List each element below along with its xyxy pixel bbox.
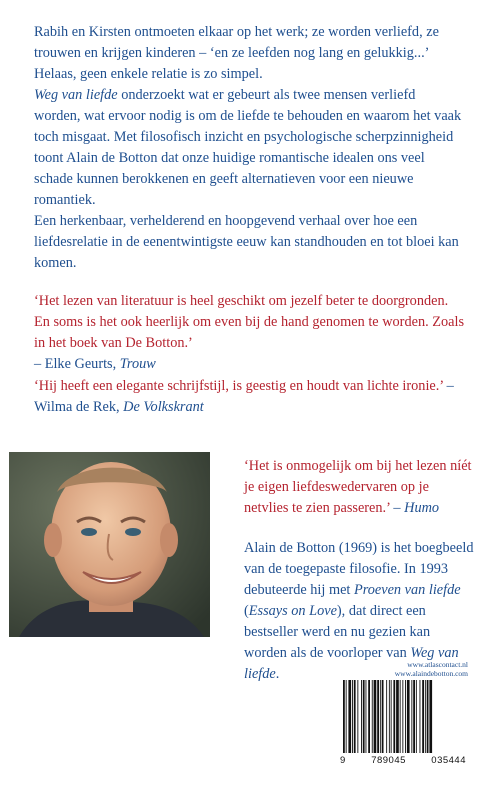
barcode-bars	[339, 680, 467, 755]
blurb-paragraph-1: Rabih en Kirsten ontmoeten elkaar op het werk; ze worden verliefd, ze trouwen en krijgen kinderen – ‘en ze leefden nog lang en gelukkig...’ Helaas, geen enkele relatie is zo simpel.	[34, 24, 439, 82]
quote-author: – Elke Geurts,	[34, 356, 120, 372]
barcode-bar	[422, 680, 424, 754]
barcode-bar	[400, 680, 401, 754]
quote-text: ‘Hij heeft een elegante schrijfstijl, is geestig en houdt van lichte ironie.’	[34, 378, 444, 394]
quote-attribution	[390, 500, 439, 516]
quote-text: ‘Het lezen van literatuur is heel geschikt om jezelf beter te doorgronden. En soms is het ook heerlijk om even bij de hand genomen te worden. Zoals in het boek van De Botton.’	[34, 293, 465, 351]
bio-text-4: .	[275, 666, 280, 682]
isbn-number	[339, 753, 467, 767]
bio-text-3: ), dat direct een bestseller werd en nu gezien kan worden als de voorloper van	[244, 603, 431, 661]
barcode-bar	[386, 680, 387, 754]
barcode-bar	[357, 680, 358, 754]
barcode-bar	[343, 680, 345, 754]
barcode-bar	[402, 680, 403, 754]
review-quote-trouw	[34, 291, 464, 375]
barcode-bar	[411, 680, 412, 754]
author-portrait-image	[9, 452, 210, 637]
barcode-bar	[389, 680, 390, 754]
barcode-bar	[380, 680, 381, 754]
isbn-digit-group-3: 035444	[431, 754, 466, 766]
barcode-bar	[391, 680, 392, 754]
bio-text-2: (	[244, 603, 249, 619]
isbn-digit-group-2: 789045	[371, 754, 406, 766]
barcode-bar	[374, 680, 377, 754]
barcode-bar	[427, 680, 429, 754]
publisher-url: www.atlascontact.nl	[407, 660, 468, 669]
barcode-bar	[372, 680, 373, 754]
quote-author: – Wilma de Rek,	[34, 378, 454, 415]
bio-title-3: Weg van liefde	[244, 645, 459, 682]
publisher-urls	[308, 660, 468, 678]
barcode-bar	[416, 680, 417, 754]
barcode-bar	[413, 680, 415, 754]
barcode-bar	[354, 680, 356, 754]
quote-text: ‘Het is onmogelijk om bij het lezen níét je eigen liefdeswedervaren op je netvlies te zien passeren.’	[244, 458, 472, 516]
bio-text-1: Alain de Botton (1969) is het boegbeeld van de toegepaste filosofie. In 1993 debuteerde hij met	[244, 540, 474, 598]
author-url: www.alaindebotton.com	[394, 669, 468, 678]
author-photo	[9, 452, 210, 637]
bio-title-2: Essays on Love	[248, 603, 337, 619]
barcode-bar	[396, 680, 399, 754]
barcode-bar	[346, 680, 347, 754]
quote-attribution	[34, 354, 464, 375]
quote-source: Trouw	[119, 356, 156, 372]
barcode-bar	[407, 680, 410, 754]
barcode-bar	[361, 680, 362, 754]
review-quote-humo	[244, 456, 474, 519]
book-title: Weg van liefde	[34, 87, 118, 103]
barcode-bar	[368, 680, 370, 754]
blurb	[34, 22, 464, 274]
blurb-paragraph-2	[34, 85, 464, 211]
barcode-bar	[377, 680, 379, 754]
quote-author: –	[389, 500, 405, 516]
barcode-bar	[348, 680, 351, 754]
barcode-bar	[382, 680, 384, 754]
barcode-bar	[352, 680, 353, 754]
isbn-digit-group-1: 9	[340, 754, 346, 766]
bio-title-1: Proeven van liefde	[353, 582, 461, 598]
barcode-bar	[425, 680, 426, 754]
barcode-bar	[429, 680, 432, 754]
blurb-paragraph-3: Een herkenbaar, verhelderend en hoopgevend verhaal over hoe een liefdesrelatie in de eenentwintigste eeuw kan standhouden en tot bloei kan komen.	[34, 213, 459, 271]
review-quote-volkskrant	[34, 376, 464, 418]
quote-source: De Volkskrant	[123, 399, 204, 415]
barcode-bar	[420, 680, 421, 754]
blurb-paragraph-2-text: onderzoekt wat er gebeurt als twee mensen verliefd worden, wat ervoor nodig is om de liefde te behouden en waarom het vaak toch misgaat. Met filosofisch inzicht en psychologische scherpzinnigheid toont Alain de Botton dat onze huidige romantische idealen ons veel schade kunnen berokkenen en geeft alternatieven voor een nieuwe romantiek.	[34, 87, 462, 208]
barcode-bar	[366, 680, 367, 754]
barcode-bar	[393, 680, 395, 754]
barcode-bar	[363, 680, 365, 754]
barcode-bar	[405, 680, 406, 754]
quote-source: Humo	[404, 500, 440, 516]
